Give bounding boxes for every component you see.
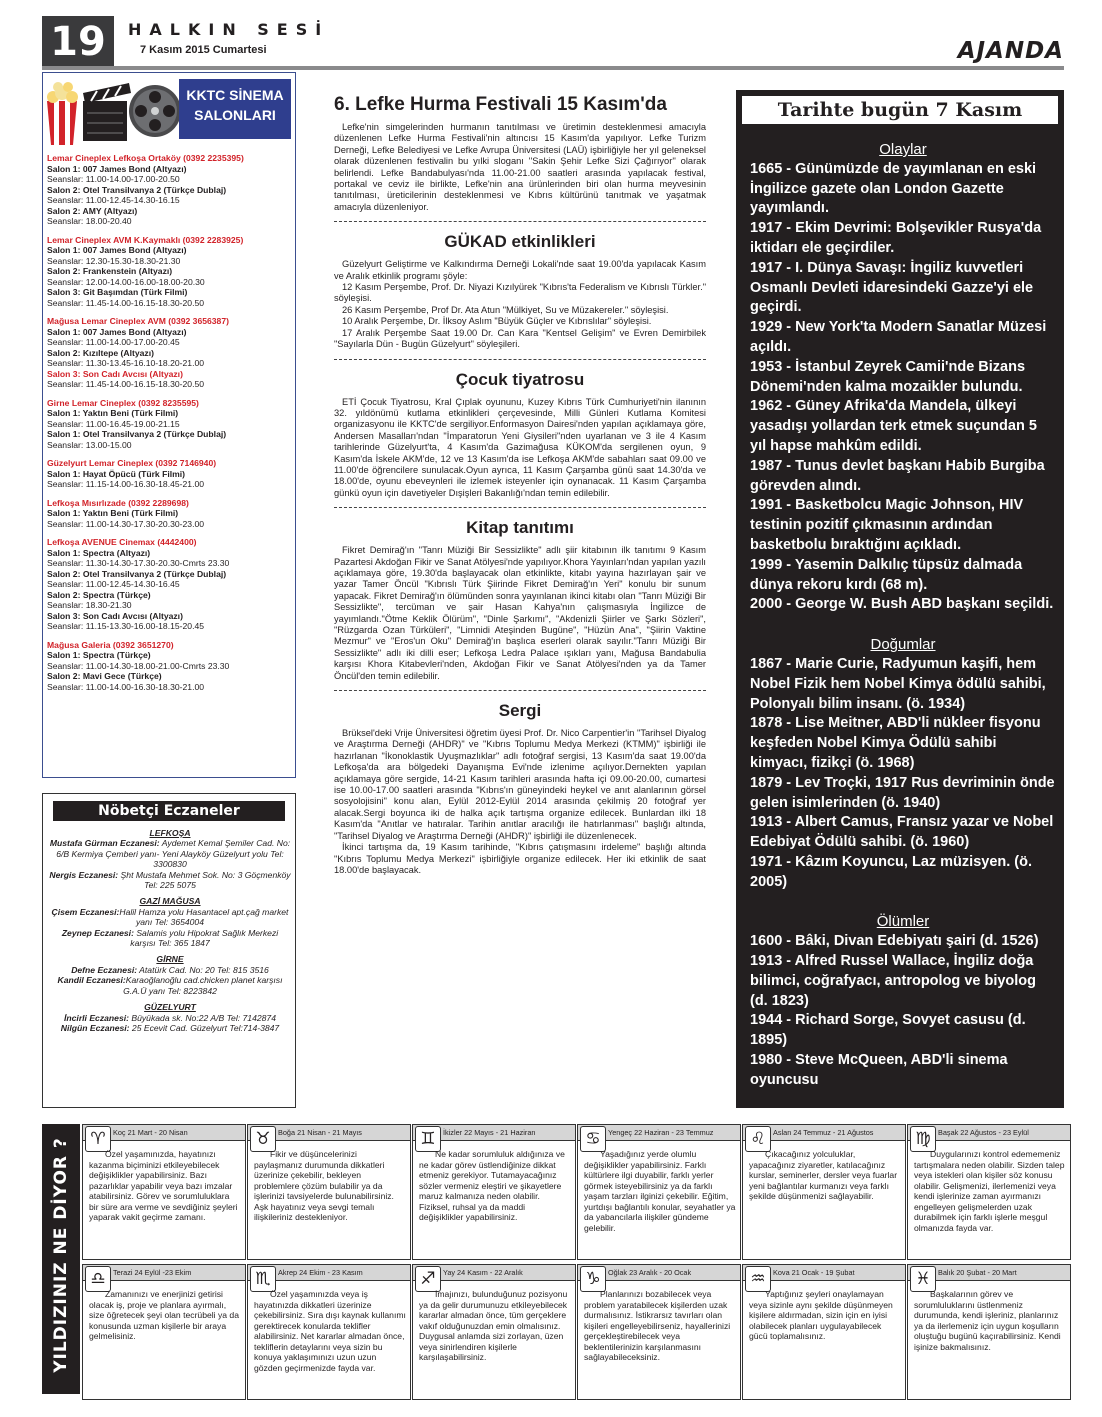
hall-title: Salon 1: Spectra (Altyazı) [47,547,151,558]
page-number: 19 [42,16,114,68]
showtimes: Seanslar: 12.30-15.30-18.30-21.30 [47,255,181,266]
history-item: 1665 - Günümüzde de yayımlanan en eski İngilizce gazete olan London Gazette yayımlandı. [750,160,1037,217]
pharmacy-detail: 25 Ecevit Cad. Güzelyurt Tel:714-3847 [129,1022,280,1033]
history-item: 1987 - Tunus devlet başkanı Habib Burgiba görevden alındı. [750,457,1045,494]
history-item: 1879 - Lev Troçki, 1917 Rus devriminin önde gelen isimlerinden (ö. 1940) [750,774,1055,811]
hall-title: Salon 1: Otel Transilvanya 2 (Türkçe Dublaj) [47,429,227,439]
article-paragraph: Fikret Demirağ'ın "Tanrı Müziği Bir Sessizlikte" adlı şiir kitabının ilk tanıtımı 9 Kasım Pazartesi Akdoğan Fikir ve Sanat Atölyesi'nde yapılıyor.Khora Yayınları'ndan yapılan yazılı açıklamaya göre, 19.30'da başlayacak olan etkinlikte, kitabı yayına hazırlayan şair ve yazar Tamer Öncül "Kıbrıslı Türk Şiirinde Fikret Demirağ'ın Yeri" konulu bir sunum yapacak. Fikret Demirağ'ın ölümünden sonra yayınlanan ikinci kitabı olan "Tanrı Müziği Bir Sessizlikte", tercüman ve şair Hasan Kahya'nın çalışmasıyla İngilizce de yayımlandı."Ötme Keklik Ölürüm", "Dinle Şarkımı", "Akdenizli Şiirler ve Şarkı Sözleri", "Rüzgarda Ozan Türküleri", "Limnidi Ateşinden Bugüne", "Hüzün Ana", "Şiirin Vaktine Mezmur" ve "Eros'un Oku" Demirağ'ın başlıca eserleri olarak sayılır."Tanrı Müziği Bir Sessizlikte" adlı iki dilli eser; Lefkoşa Ledra Palace ışıkları yanı, Mağusa Bandabulia karşısı Khora Kitabevleri'nden, Akdoğan Fikir ve Sanat Atölyesi'nden ya da Tamer Öncül'den temin edilebilir. [334,545,706,681]
article-body-lefke [334,122,706,213]
article-title-lefke: 6. Lefke Hurma Festivali 15 Kasım'da [334,94,667,115]
sign-text: Yaşadığınız yerde olumlu değişiklikler yapabilirsiniz. Farklı kültürlere ilgi duyabilir, farklı yerler görmek isteyebilirsiniz ya da farklı yaşam tarzları ilginizi çekebilir. Eğitim, yurtdışı bağlantılı konular, seyahatler ya da yabancılarla ilişkiler gündeme gelebilir. [584,1149,736,1233]
sign-title: Koç 21 Mart - 20 Nisan [113,1128,188,1137]
article-body-cocuk [334,397,706,500]
history-category: Olaylar [879,141,927,158]
cinema-title-line2: SALONLARI [194,107,276,123]
pharmacy-detail: Salamis yolu Hipokrat Sağlık Merkezi karşısı Tel: 365 1847 [130,927,279,949]
cinema-title-line1: KKTC SİNEMA [186,87,284,103]
pharmacy-entry [49,928,291,949]
venue-name: Lefkoşa Mısırlızade (0392 2289698) [47,497,189,508]
hall-title: Salon 2: Mavi Gece (Türkçe) [47,671,162,681]
sign-text: Yaptığınız şeyleri onaylamayan veya sizinle aynı şekilde düşünmeyen kişilere aldırmadan, sizin için en iyisi olabilecek planları uygulayabilecek gücü toplamalısınız. [749,1289,893,1341]
pharmacy-entry [49,1013,291,1023]
showtimes: Seanslar: 11.00-14.00-17.00-20.50 [47,174,180,184]
cinema-venue [47,398,293,451]
history-item: 1929 - New York'ta Modern Sanatlar Müzesi açıldı. [750,319,1047,355]
showtimes: Seanslar: 18.30-21.30 [47,600,132,610]
sign-title: Terazi 24 Eylül -23 Ekim [113,1268,192,1277]
history-item: 1971 - Kâzım Koyuncu, Laz müzisyen. (ö. 2005) [750,853,1033,890]
pharmacy-entry [49,870,291,891]
venue-showtimes [47,408,293,450]
horoscope-title: YILDIZINIZ NE DİYOR ? [51,1137,71,1373]
showtimes: Seanslar: 11.15-14.00-16.30-18.45-21.00 [47,479,205,489]
hall-title: Salon 2: AMY (Altyazı) [47,205,138,216]
pharmacy-region: GİRNE [156,954,184,965]
pharmacy-name: Çisem Eczanesi: [51,906,120,917]
history-category: Ölümler [876,913,930,931]
hall-title: Salon 1: Yaktın Beni (Türk Filmi) [47,408,179,418]
horoscope-sign [577,1124,741,1260]
cinema-venue [47,316,293,390]
pharmacy-box [42,793,296,1108]
history-item: 1878 - Lise Meitner, ABD'li nükleer fisyonu keşfeden Nobel Kimya Ödülü sahibi kimyacı, fizikçi (ö. 1968) [750,715,1041,771]
history-item: 1913 - Alfred Russel Wallace, İngiliz doğa bilimci, coğrafyacı, antropolog ve biyolog (d. 1823) [750,953,1037,1009]
article-title-kitap: Kitap tanıtımı [466,518,574,538]
popcorn-icon [47,82,78,145]
sign-text: Başkalarının görev ve sorumluluklarını üstlenmeniz durumunda, kendi işleriniz, planlarınız ya da ilerlemeniz için uygun koşulların oluştuğu bugünü kaçırabilirsiniz. Kendi işinize bakmalısınız. [914,1289,1061,1352]
pharmacy-region: GÜZELYURT [144,1002,196,1013]
article-body-kitap [334,545,706,682]
hall-title: Salon 1: Spectra (Türkçe) [47,650,151,660]
history-item: 2000 - George W. Bush ABD başkanı seçildi. [750,596,1054,613]
article-divider [334,690,706,691]
articles-column [334,94,706,876]
venue-name: Lefkoşa AVENUE Cinemax (4442400) [47,537,197,547]
pharmacy-name: Defne Eczanesi: [71,964,138,975]
venue-showtimes [47,508,293,529]
history-category: Doğumlar [870,636,936,654]
sign-title: Yengeç 22 Haziran - 23 Temmuz [608,1128,714,1137]
venue-name: Girne Lemar Cineplex (0392 8235595) [47,397,199,408]
cinema-venue [47,235,293,309]
sign-text: Ne kadar sorumluluk aldığınıza ve ne kadar görev üstlendiğinize dikkat etmeniz gerekiyor. Tutamayacağınız sözler vermeniz eleştiri ve şikayetlere maruz kalmanıza neden olabilir. Fiziksel, ruhsal ya da maddi değişiklikler yapabilirsiniz. [419,1149,565,1222]
section-title: AJANDA [957,38,1064,64]
sign-title: Yay 24 Kasım - 22 Aralık [443,1268,523,1277]
horoscope-grid [82,1124,1066,1400]
history-item: 1991 - Basketbolcu Magic Johnson, HIV testinin pozitif çıkmasının ardından basketbolu bıraktığını açıkladı. [750,497,1024,553]
article-divider [334,221,706,222]
sign-text: Planlarınızı bozabilecek veya problem yaratabilecek kişilerden uzak durmalısınız. İstikrarsız tavırları olan kişileri engelleyebilirseniz, hayallerinizi gerçekleştirebilecek veya beklentilerinizin karşılanmasını sağlayabileceksiniz. [584,1289,731,1362]
showtimes: Seanslar: 11.15-13.30-16.00-18.15-20.45 [47,621,205,631]
capricorn-icon: ♑ [580,1266,606,1292]
history-item: 1917 - I. Dünya Savaşı: İngiliz kuvvetleri Osmanlı Devleti idaresindeki Gazze'yi ele geçirdi. [750,259,1034,316]
history-title: Tarihte bugün 7 Kasım [742,96,1058,124]
cinema-venue [47,498,293,530]
sign-title: Aslan 24 Temmuz - 21 Ağustos [773,1128,874,1137]
sign-title: Balık 20 Şubat - 20 Mart [938,1268,1017,1277]
pharmacy-entry [49,1023,291,1033]
article-body-gukad [334,259,706,350]
showtimes: Seanslar: 11.45-14.00-16.15-18.30-20.50 [47,379,205,389]
cinema-venue [47,640,293,693]
pharmacy-entry [49,838,291,869]
sign-text: Fikir ve düşüncelerinizi paylaşmanız durumunda dikkatleri üzerinize çekebilir, bekleyen problemlere çözüm bulabilir ya da işlerinizi tavsiyelerde bulunabilirsiniz. Aşk hayatınız veya sevgi temalı ilişkileriniz destekleniyor. [254,1149,394,1222]
venue-name: Lemar Cineplex AVM K.Kaymaklı (0392 2283925) [47,234,244,245]
showtimes: Seanslar: 18.00-20.40 [47,216,132,226]
pharmacy-region: LEFKOŞA [149,828,191,838]
horoscope-sign [907,1124,1071,1260]
history-item: 1962 - Güney Afrika'da Mandela, ülkeyi yasadışı yollardan terk etmek suçundan 5 yıl hapse mahkûm edildi. [750,398,1037,454]
pharmacy-detail: Aydemet Kemal Şemiler Cad. No: 6/B Kermiya Çemberi yanı- Yeni Alayköy Güzelyurt yolu Tel: 3300830 [56,838,291,870]
article-body-sergi [334,728,706,876]
showtimes: Seanslar: 11.30-13.45-16.10-18.20-21.00 [47,358,205,368]
pharmacy-name: Kandil Eczanesi: [57,975,126,986]
showtimes: Seanslar: 11.00-14.30-17.30-20.30-23.00 [47,518,205,529]
history-box [736,90,1064,1108]
horoscope-sign [82,1264,246,1400]
pharmacy-entry [49,975,291,996]
horoscope-sign [577,1264,741,1400]
showtimes: Seanslar: 12.00-14.00-16.00-18.00-20.30 [47,276,205,287]
venue-name: Güzelyurt Lemar Cineplex (0392 7146940) [47,458,217,468]
hall-title: Salon 3: Son Cadı Avcısı (Altyazı) [47,368,183,379]
venue-showtimes [47,327,293,390]
cinema-venue [47,458,293,490]
sign-text: Zamanınızı ve enerjinizi getirisi olacak iş, proje ve planlara ayırmalı, size öğretecek şeyi olan tecrübeli ya da konusunda uzman kişilerle bir araya gelmelisiniz. [89,1289,239,1341]
sign-text: Duygularınızı kontrol edememeniz tartışmalara neden olabilir. Sizden talep veya istekleri olan kişiler söz konusu olabilir. Gelişmenizi, ilerlemenizi veya kendi işlerinize zaman ayırmanızı engelleyen gelişmelerden uzak durabilmek için farklı işlerle meşgul olmanızda fayda var. [914,1149,1065,1233]
pharmacy-detail: Büyükada sk. No:22 A/B Tel: 7142874 [128,1012,276,1023]
pharmacy-entry [49,965,291,975]
article-paragraph: 17 Aralık Perşembe Saat 19.00 Dr. Can Kara "Kentsel Gelişim" ve Evren Demirbilek "Sayılarla Dün - Bugün Güzelyurt" söyleşileri. [334,327,706,350]
history-item: 1600 - Bâki, Divan Edebiyatı şairi (d. 1526) [750,933,1039,950]
horoscope-sign [412,1264,576,1400]
history-item: 1999 - Yasemin Dalkılıç tüpsüz dalmada dünya rekoru kırdı (68 m). [750,556,1023,593]
history-gap [750,892,1056,912]
hall-title: Salon 3: Son Cadı Avcısı (Altyazı) [47,610,183,621]
showtimes: Seanslar: 11.00-12.45-14.30-16.15 [47,195,180,205]
article-paragraph: Lefke'nin simgelerinden hurmanın tanıtılması ve üretimin desteklenmesi amacıyla düzenlenen Lefke Hurma Festivali'nin altıncısı 15 Kasım'da yapılıyor. Lefke Turizm Derneği, Lefke Belediyesi ve Lefke Avrupa Üniversitesi (LAÜ) işbirliğiyle her yıl geleneksel olarak düzenlenen festivalin bu yılki sloganı ''Sakin Şehir Lefke Sizi Çağırıyor'' olarak belirlendi. Lefke Bandabulyası'nda 11.00-21.00 saatleri arasında yapılacak festival, portakal ve ceviz ile birlikte, Lefke'nin ana ürünlerinden biri olan hurma meyvesinin tanıtılması, üreticilerinin desteklenmesi ve Kıbrıs kültürünü tanıtmak ve yaşatmak amacıyla düzenleniyor. [334,122,706,212]
article-paragraph: Güzelyurt Geliştirme ve Kalkındırma Derneği Lokali'nde saat 19.00'da yapılacak Kasım ve Aralık etkinlik programı şöyle: [334,259,706,281]
pharmacy-name: Nergis Eczanesi: [49,869,119,880]
article-title-sergi: Sergi [498,701,542,721]
showtimes: Seanslar: 11.00-14.00-17.00-20.45 [47,337,180,347]
venue-name: Mağusa Galeria (0392 3651270) [47,639,174,650]
venue-showtimes [47,164,293,227]
article-paragraph: 26 Kasım Perşembe, Prof Dr. Ata Atun "Mülkiyet, Su ve Müzakereler." söyleşisi. [342,304,669,315]
venue-name: Lemar Cineplex Lefkoşa Ortaköy (0392 2235395) [47,153,244,163]
pharmacy-detail: Atatürk Cad. No: 20 Tel: 815 3516 [137,964,269,975]
hall-title: Salon 2: Otel Transilvanya 2 (Türkçe Dublaj) [47,184,227,195]
pharmacy-name: İncirli Eczanesi: [64,1012,129,1023]
pharmacy-detail: Karaoğlanoğlu cad.chicken planet karşısı G.A.Ü yanı Tel: 8223842 [123,975,283,996]
hall-title: Salon 2: Kızıltepe (Altyazı) [47,347,154,358]
history-gap [750,615,1056,635]
horoscope-sign [742,1264,906,1400]
article-paragraph: ETİ Çocuk Tiyatrosu, Kral Çıplak oyununu, Kuzey Kıbrıs Türk Cumhuriyeti'nin ilanının 32. yıldönümü kutlama etkinlikleri çerçevesinde, Milli Günleri Kutlama Komitesi organizasyonu ile KKTC'de sergiliyor.Enformasyon Dairesi'nden yapılan açıklamaya göre, Andersen Masalları'ndan "İmparatorun Yeni Giysileri"nden uyarlanan ve 3 ile 4 Kasım tarihlerinde Güzelyurt'ta, 4 Kasım'da Gazimağusa KÜKOM'da sergilenen oyun, 9 Kasım'da İskele AKM'de, 12 ve 13 Kasım'da ise Lefkoşa AKM'de sabahları saat 09.00 ve 11.00'de öğrencilere sunulacak.Oyun ayrıca, 11 Kasım Çarşamba günü saat 14.30'da ve 18.00'de, oyunu ebeveynleri ile izlemek isteyenler için oynanacak. 11 Kasım Çarşamba günkü oyun için davetiyeler Dışişleri Bakanlığı'ndan temin edilebilir. [334,396,706,498]
libra-icon: ♎ [85,1266,111,1292]
horoscope-sign [907,1264,1071,1400]
gemini-icon: ♊ [415,1126,441,1152]
hall-title: Salon 2: Otel Transilvanya 2 (Türkçe Dublaj) [47,568,227,579]
article-divider [334,359,706,360]
article-paragraph: Brüksel'deki Vrije Üniversitesi öğretim üyesi Prof. Dr. Nico Carpentier'in "Tarihsel Diyalog ve Araştırma Derneği (AHDR)" ve "Kıbrıs Toplumu Medya Merkezi (KTMM)" işbirliği ile hazırlanan "İkonoklastik Uyuşmazlıklar" adlı fotoğraf sergisi, 13 Kasım'da saat 19.00'da Lefkoşa'da ara bölgedeki Dayanışma Evi'nde izlenime açılıyor.Dernekten yapılan açıklamaya göre sergide, 14-21 Kasım tarihleri arasında hafta içi 09.00-20.00, cumartesi ise 10.00-17.00 saatleri arasında "Kıbrıs'ın güneyindeki heykel ve anıt alanlarının görsel sosyolojisini" konu alan, Eylül 2012-Eylül 2014 arasında çekilmiş 20 fotoğraf yer alacak.Sergi boyunca iki de halka açık tartışma organize edilecek. Bunlardan ilki 18 Kasım'da "Anıtlar ve hatıralar. Tarihin anıtlar aracılığı ile hatırlanması" başlığı altında, "Tarihsel Diyalog ve Araştırma Derneği (AHDR)" işbirliği ile düzenlenecek. [334,728,706,841]
sign-title: İkizler 22 Mayıs - 21 Haziran [443,1128,536,1137]
pharmacy-listings [49,828,291,1033]
article-paragraph: 12 Kasım Perşembe, Prof. Dr. Niyazi Kızılyürek "Kıbrıs'ta Federalism ve Kıbrıslı Türkler." söyleşisi. [334,282,706,304]
pisces-icon: ♓ [910,1266,936,1292]
hall-title: Salon 1: 007 James Bond (Altyazı) [47,163,187,174]
hall-title: Salon 2: Frankenstein (Altyazı) [47,266,173,276]
horoscope-sign [742,1124,906,1260]
showtimes: Seanslar: 11.00-16.45-19.00-21.15 [47,418,180,429]
article-title-gukad: GÜKAD etkinlikleri [444,232,596,252]
clapperboard-icon [83,83,131,141]
showtimes: Seanslar: 13.00-15.00 [47,439,132,450]
showtimes: Seanslar: 11.45-14.00-16.15-18.30-20.50 [47,297,205,308]
cinema-illustration [43,73,185,147]
sign-title: Boğa 21 Nisan - 21 Mayıs [278,1128,362,1137]
sign-text: İmajınızı, bulunduğunuz pozisyonu ya da gelir durumunuzu etkileyebilecek kararlar almadan önce, tüm gerçeklere vakıf olduğunuzdan emin olmalısınız. Duygusal anlamda sizi zorlayan, üzen veya sinirlendiren kişilerle karşılaşabilirsiniz. [419,1289,568,1362]
history-item: 1953 - İstanbul Zeyrek Camii'nde Bizans Dönemi'nden kalma mozaikler bulundu. [750,358,1026,395]
history-item: 1944 - Richard Sorge, Sovyet casusu (d. 1895) [750,1012,1026,1049]
scorpio-icon: ♏ [250,1266,276,1292]
pharmacy-region: GAZİ MAĞUSA [139,896,201,907]
horoscope-sign [247,1124,411,1260]
pharmacy-name: Nilgün Eczanesi: [60,1022,130,1033]
cinema-venue [47,153,293,227]
cinema-title [179,79,291,139]
publication-name: HALKIN SESİ [128,20,330,39]
sign-title: Akrep 24 Ekim - 23 Kasım [278,1268,363,1277]
pharmacy-detail: Halil Hamza yolu Hasantacel apt.çağ market yanı Tel: 3654004 [119,906,289,928]
pharmacy-detail: Şht Mustafa Mehmet Sok. No: 3 Göçmenköy Tel: 225 5075 [118,869,291,891]
showtimes: Seanslar: 11.00-14.00-16.30-18.30-21.00 [47,681,205,692]
taurus-icon: ♉ [250,1126,276,1152]
venue-showtimes [47,548,293,632]
venue-showtimes [47,650,293,692]
pharmacy-name: Mustafa Gürman Eczanesi: [49,838,160,849]
cancer-icon: ♋ [580,1126,606,1152]
history-item: 1867 - Marie Curie, Radyumun kaşifi, hem Nobel Fizik hem Nobel Kimya ödülü sahibi, Polonyalı bilim insanı. (ö. 1934) [750,655,1046,712]
hall-title: Salon 1: Hayat Öpücü (Türk Filmi) [47,468,185,479]
history-item: 1917 - Ekim Devrimi: Bolşevikler Rusya'da iktidarı ele geçirdiler. [750,220,1042,256]
showtimes: Seanslar: 11.00-12.45-14.30-16.45 [47,579,180,589]
horoscope-sign [82,1124,246,1260]
pharmacy-entry [49,907,291,928]
sagittarius-icon: ♐ [415,1266,441,1292]
publication-date: 7 Kasım 2015 Cumartesi [140,44,267,56]
aries-icon: ♈ [85,1126,111,1152]
venue-name: Mağusa Lemar Cineplex AVM (0392 3656387) [47,316,229,326]
sign-text: Çıkacağınız yolculuklar, yapacağınız ziyaretler, katılacağınız kurslar, seminerler, dersler veya fuarlar yeni bağlantılar kurmanızı veya farklı şekilde düşünmenizi sağlayabilir. [749,1149,898,1201]
article-divider [334,507,706,508]
showtimes: Seanslar: 11.30-14.30-17.30-20.30-Cmrts 23.30 [47,558,230,568]
horoscope-sign [247,1264,411,1400]
history-item: 1913 - Albert Camus, Fransız yazar ve Nobel Edebiyat Ödülü sahibi. (ö. 1960) [750,814,1054,851]
article-paragraph: İkinci tartışma da, 19 Kasım tarihinde, "Kıbrıs çatışmasını irdeleme" başlığı altında "Kıbrıs Toplumu Medya Merkezi" işbirliğiyle organize edilecek. Her iki etkinlik de saat 18.00'de başlayacak. [334,842,706,875]
leo-icon: ♌ [745,1126,771,1152]
history-item: 1980 - Steve McQueen, ABD'li sinema oyuncusu [750,1052,1008,1088]
horoscope-sign [412,1124,576,1260]
virgo-icon: ♍ [910,1126,936,1152]
hall-title: Salon 1: 007 James Bond (Altyazı) [47,326,187,337]
cinema-venue [47,537,293,632]
hall-title: Salon 3: Git Başımdan (Türk Filmi) [47,287,188,297]
hall-title: Salon 1: Yaktın Beni (Türk Filmi) [47,508,179,518]
header-rule [42,66,1064,70]
film-reel-icon [129,85,181,137]
cinema-box [42,72,296,778]
hall-title: Salon 2: Spectra (Türkçe) [47,589,151,600]
hall-title: Salon 1: 007 James Bond (Altyazı) [47,245,187,255]
sign-text: Özel yaşamınızda veya iş hayatınızda dikkatleri üzerinize çekebilirsiniz. Sıra dışı kaynak kullanımı gerektirecek konularda teklifler alabilirsiniz. Net kararlar almadan önce, tekliflerin detaylarını veya sizin bu konuya yaklaşımınızı uzun uzun gözden geçirmenizde fayda var. [254,1289,406,1373]
history-listings [750,140,1056,1091]
sign-title: Oğlak 23 Aralık - 20 Ocak [608,1268,692,1277]
sign-title: Kova 21 Ocak - 19 Şubat [773,1268,855,1277]
aquarius-icon: ♒ [745,1266,771,1292]
venue-showtimes [47,245,293,308]
sign-title: Başak 22 Ağustos - 23 Eylül [938,1128,1029,1137]
cinema-listings [47,153,293,700]
article-title-cocuk: Çocuk tiyatrosu [455,369,585,389]
sign-text: Özel yaşamınızda, hayatınızı kazanma biçiminizi etkileyebilecek değişiklikler yapabilirsiniz. Bazı pazarlıklar yapabilir veya bazı imzalar atabilirsiniz. Görev ve sorumluluklara bir süre ara verme ve sevdiğiniz şeyleri yaparak vakit geçirme zamanı. [89,1149,238,1222]
article-paragraph: 10 Aralık Perşembe, Dr. İlksoy Aslım "Büyük Güçler ve Kıbrıslılar" söyleşisi. [342,316,652,327]
pharmacy-name: Zeynep Eczanesi: [61,927,134,938]
showtimes: Seanslar: 11.00-14.30-18.00-21.00-Cmrts 23.30 [47,660,230,671]
pharmacy-title: Nöbetçi Eczaneler [53,801,285,821]
venue-showtimes [47,469,293,490]
